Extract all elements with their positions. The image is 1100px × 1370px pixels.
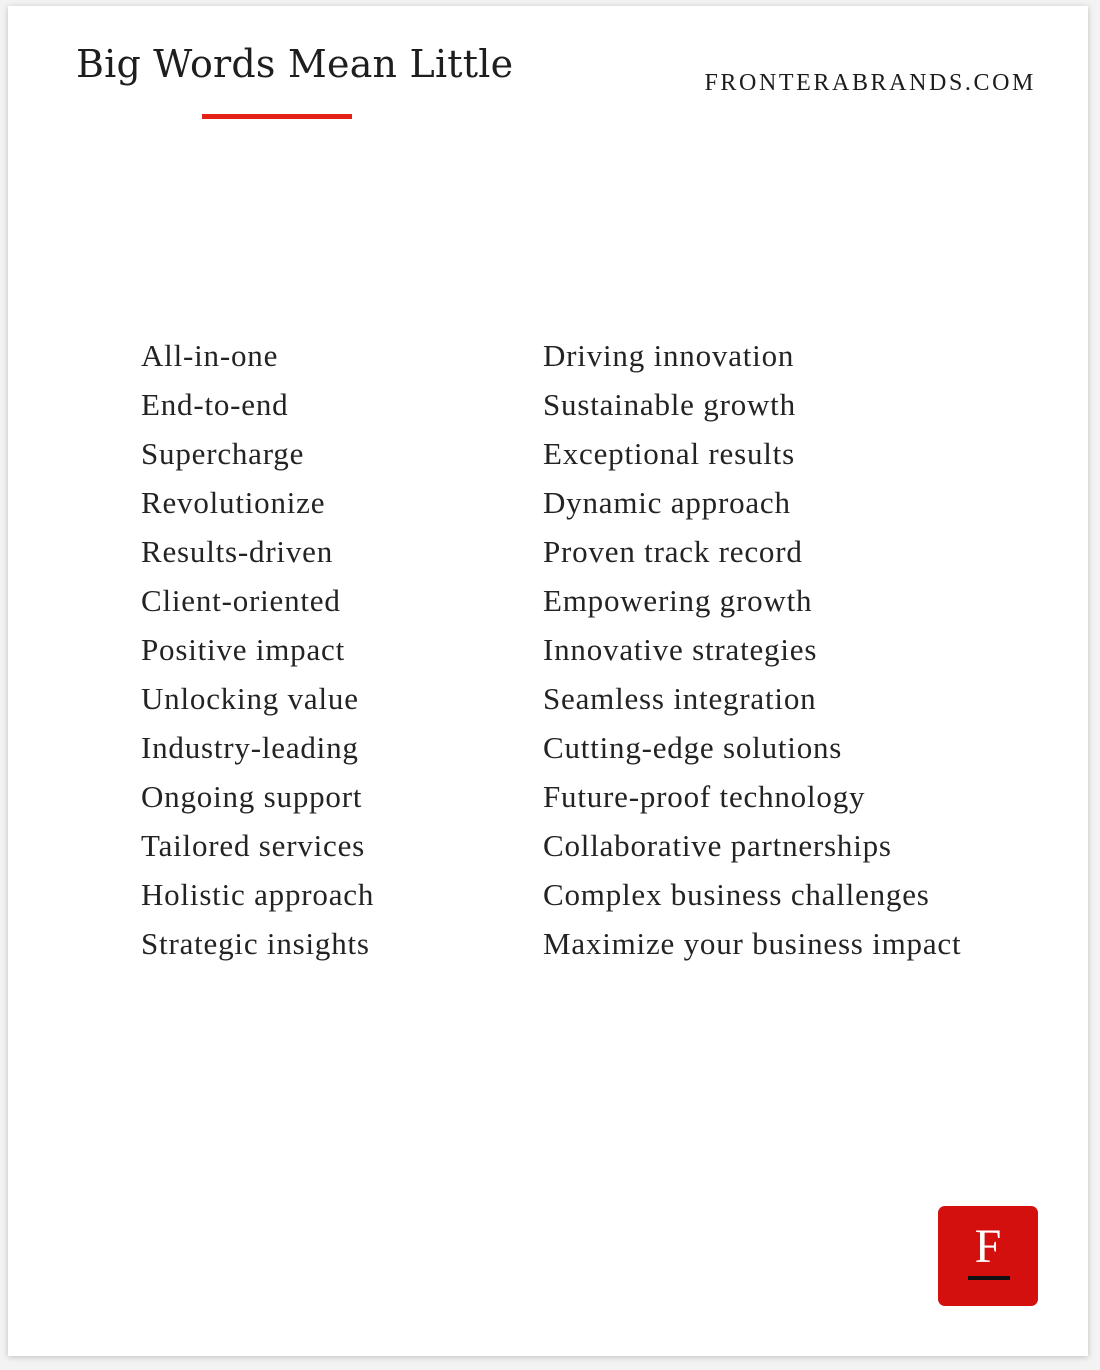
buzzword-item: Innovative strategies <box>543 632 818 667</box>
buzzword-list-left <box>141 331 374 968</box>
buzzword-item: Seamless integration <box>543 681 817 716</box>
buzzword-item: Proven track record <box>543 534 803 569</box>
buzzword-item: Unlocking value <box>141 681 359 716</box>
logo-letter: F <box>974 1220 1002 1273</box>
buzzword-item: Exceptional results <box>543 436 795 471</box>
buzzword-item: Future-proof technology <box>543 779 866 814</box>
buzzword-item: Empowering growth <box>543 583 813 618</box>
frontera-f-logo-icon <box>938 1206 1038 1306</box>
buzzword-item: Tailored services <box>141 828 366 863</box>
buzzword-item: Strategic insights <box>141 926 370 961</box>
buzzword-item: Dynamic approach <box>543 485 791 520</box>
buzzword-item: Maximize your business impact <box>543 926 962 961</box>
buzzword-item: Positive impact <box>141 632 346 667</box>
site-url: FRONTERABRANDS.COM <box>704 70 1036 96</box>
buzzword-item: Results-driven <box>141 534 334 569</box>
buzzword-item: Industry-leading <box>141 730 359 765</box>
buzzword-item: Client-oriented <box>141 583 341 618</box>
buzzword-item: Ongoing support <box>141 779 363 814</box>
buzzword-item: Driving innovation <box>543 338 795 373</box>
title-accent-rule <box>202 114 352 119</box>
document-page <box>8 6 1088 1356</box>
buzzword-item: Holistic approach <box>141 877 375 912</box>
page-title: Big Words Mean Little <box>76 42 514 86</box>
buzzword-item: Cutting-edge solutions <box>543 730 843 765</box>
buzzword-list-right <box>543 331 961 968</box>
buzzword-item: Complex business challenges <box>543 877 930 912</box>
buzzword-item: Revolutionize <box>141 485 326 520</box>
buzzword-item: Supercharge <box>141 436 305 471</box>
buzzword-item: Collaborative partnerships <box>543 828 892 863</box>
buzzword-item: End-to-end <box>141 387 289 422</box>
logo-underline <box>968 1276 1010 1280</box>
buzzword-item: Sustainable growth <box>543 387 796 422</box>
buzzword-item: All-in-one <box>141 338 279 373</box>
